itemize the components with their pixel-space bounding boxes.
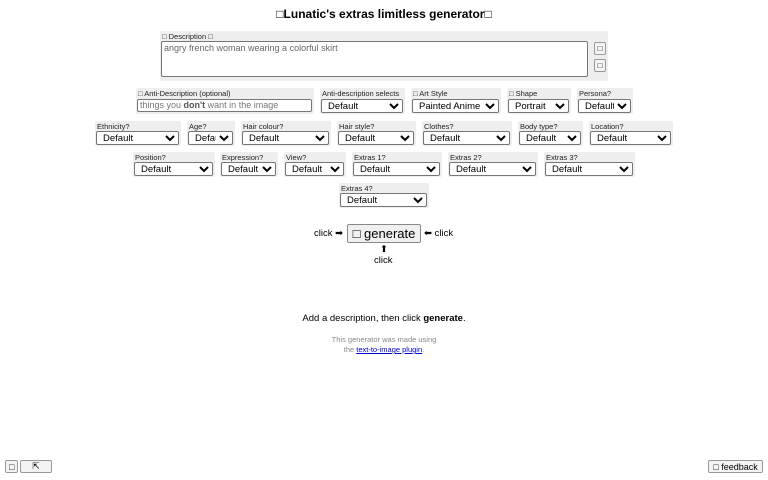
- expression-select[interactable]: [221, 162, 276, 176]
- footer-left-button-1[interactable]: □: [5, 460, 18, 473]
- extras4-label: Extras 4?: [341, 184, 373, 193]
- anti-description-panel: [136, 88, 314, 114]
- clothes-panel: [422, 121, 512, 146]
- footer-left-button-2[interactable]: ⇱: [20, 460, 52, 473]
- view-select[interactable]: [285, 162, 344, 176]
- age-select[interactable]: [188, 131, 233, 145]
- extras3-label: Extras 3?: [546, 153, 578, 162]
- anti-description-label: □ Anti-Description (optional): [138, 89, 231, 98]
- click-hint-right: ⬅ click: [424, 228, 454, 239]
- anti-desc-selects-panel: [320, 88, 405, 114]
- extras1-panel: [352, 152, 442, 177]
- text-to-image-plugin-link[interactable]: text-to-image plugin: [356, 345, 423, 354]
- persona-label: Persona?: [579, 89, 612, 98]
- status-pre: Add a description, then click: [302, 313, 424, 324]
- description-side-button-2[interactable]: □: [594, 59, 606, 72]
- shape-select[interactable]: [508, 99, 569, 113]
- ethnicity-panel: [95, 121, 181, 146]
- extras1-label: Extras 1?: [354, 153, 386, 162]
- click-hint-left: click ➡: [314, 228, 344, 239]
- credit-line-2: [0, 345, 768, 355]
- generate-button[interactable]: □ generate: [347, 224, 421, 243]
- hair-colour-label: Hair colour?: [243, 122, 284, 131]
- body-type-label: Body type?: [520, 122, 558, 131]
- anti-placeholder-pre: things you: [140, 100, 184, 110]
- description-side-button-1[interactable]: □: [594, 42, 606, 55]
- page-title: □Lunatic's extras limitless generator□: [276, 7, 492, 21]
- anti-placeholder-bold: don't: [183, 100, 206, 110]
- description-input[interactable]: [161, 41, 588, 77]
- ethnicity-select[interactable]: [96, 131, 179, 145]
- location-label: Location?: [591, 122, 624, 131]
- status-post: .: [462, 313, 466, 324]
- body-type-select[interactable]: [519, 131, 581, 145]
- extras2-select[interactable]: [449, 162, 536, 176]
- hair-colour-panel: [241, 121, 331, 146]
- anti-placeholder-post: want in the image: [205, 100, 279, 110]
- shape-panel: [507, 88, 571, 114]
- position-select[interactable]: [134, 162, 213, 176]
- body-type-panel: [518, 121, 583, 146]
- clothes-label: Clothes?: [424, 122, 454, 131]
- extras2-label: Extras 2?: [450, 153, 482, 162]
- extras3-select[interactable]: [545, 162, 633, 176]
- art-style-label: □ Art Style: [413, 89, 448, 98]
- credit-text: [0, 335, 768, 355]
- hair-colour-select[interactable]: [242, 131, 329, 145]
- hair-style-panel: [337, 121, 416, 146]
- persona-select[interactable]: [578, 99, 631, 113]
- credit-line-2-post: .: [422, 345, 425, 354]
- extras2-panel: [448, 152, 538, 177]
- extras3-panel: [544, 152, 635, 177]
- age-panel: [187, 121, 235, 146]
- art-style-select[interactable]: [412, 99, 499, 113]
- location-panel: [589, 121, 673, 146]
- extras1-select[interactable]: [353, 162, 440, 176]
- persona-panel: [577, 88, 633, 114]
- shape-label: □ Shape: [509, 89, 538, 98]
- clothes-select[interactable]: [423, 131, 510, 145]
- credit-line-1: This generator was made using: [331, 335, 437, 344]
- extras4-select[interactable]: [340, 193, 427, 207]
- status-bold: generate: [423, 313, 463, 324]
- click-hint-arrow: ⬆: [380, 244, 388, 255]
- expression-panel: [220, 152, 278, 177]
- expression-label: Expression?: [222, 153, 264, 162]
- view-label: View?: [286, 153, 307, 162]
- description-panel: [160, 31, 608, 81]
- hair-style-label: Hair style?: [339, 122, 375, 131]
- ethnicity-label: Ethnicity?: [97, 122, 130, 131]
- view-panel: [284, 152, 346, 177]
- position-panel: [133, 152, 215, 177]
- anti-desc-selects-label: Anti-description selects: [322, 89, 400, 98]
- location-select[interactable]: [590, 131, 671, 145]
- feedback-button[interactable]: □ feedback: [708, 460, 763, 473]
- age-label: Age?: [189, 122, 207, 131]
- art-style-panel: [411, 88, 501, 114]
- position-label: Position?: [135, 153, 166, 162]
- description-label: □ Description □: [162, 32, 213, 41]
- extras4-panel: [339, 183, 429, 208]
- credit-line-2-pre: the: [343, 345, 357, 354]
- status-message: [0, 313, 768, 324]
- anti-description-input[interactable]: [137, 99, 312, 112]
- hair-style-select[interactable]: [338, 131, 414, 145]
- anti-desc-selects-select[interactable]: [321, 99, 403, 113]
- click-hint-below: click: [374, 255, 393, 266]
